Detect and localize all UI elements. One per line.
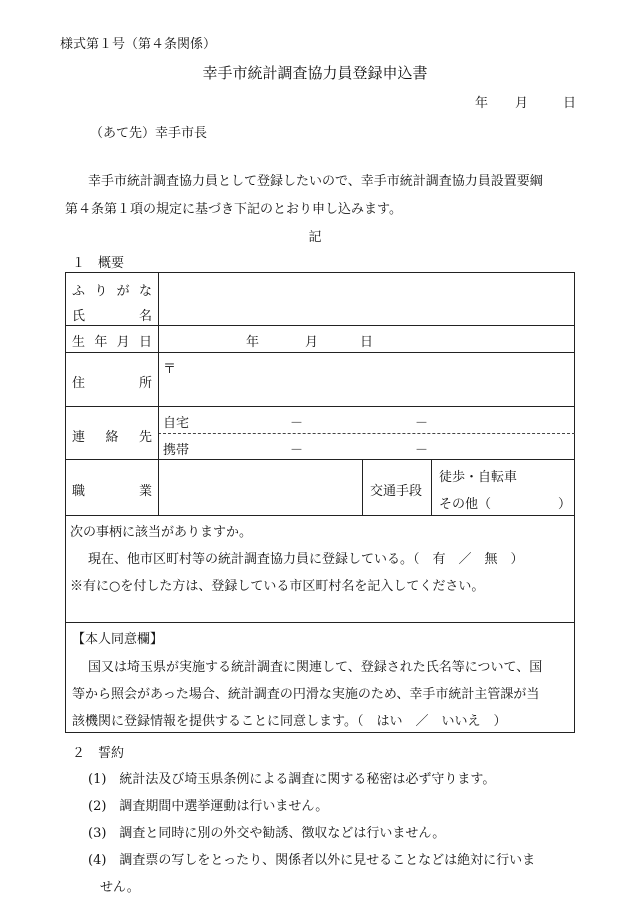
mobile-dash-1: － — [290, 443, 304, 458]
section-1-heading: １ 概要 — [72, 256, 125, 271]
consent-line-2: 等から照会があった場合、統計調査の円滑な実施のため、幸手市統計主管課が当 — [72, 687, 540, 702]
intro-line-1: 幸手市統計調査協力員として登録したいので、幸手市統計調査協力員設置要綱 — [88, 174, 543, 189]
row-divider — [65, 352, 575, 353]
row-divider — [65, 406, 575, 407]
question-note: ※有に○を付した方は、登録している市区町村名を記入してください。 — [70, 579, 485, 594]
pledge-item: (3) 調査と同時に別の外交や勧誘、徴収などは行いません。 — [88, 826, 446, 841]
home-dash-1: － — [290, 416, 304, 431]
pledge-item: (4) 調査票の写しをとったり、関係者以外に見せることなどは絶対に行いま — [88, 853, 536, 868]
transport-divider — [362, 459, 363, 515]
address-label: 住 所 — [72, 376, 152, 391]
pledge-item: (2) 調査期間中選挙運動は行いません。 — [88, 799, 329, 814]
form-title: 幸手市統計調査協力員登録申込書 — [202, 64, 428, 82]
row-divider — [65, 459, 575, 460]
transport-divider — [431, 459, 432, 515]
transport-option-close: ） — [558, 497, 572, 512]
mobile-dash-2: － — [415, 443, 429, 458]
home-label: 自宅 — [163, 416, 190, 431]
addressee: （あて先）幸手市長 — [90, 126, 208, 141]
transport-label: 交通手段 — [370, 484, 423, 499]
consent-heading: 【本人同意欄】 — [72, 632, 164, 647]
question-line: 現在、他市区町村等の統計調査協力員に登録している。（ 有 ／ 無 ） — [88, 552, 524, 567]
pledge-item-continued: せん。 — [100, 880, 140, 895]
consent-line-3: 該機関に登録情報を提供することに同意します。（ はい ／ いいえ ） — [72, 714, 507, 729]
furigana-label: ふ り が な — [72, 284, 152, 299]
form-number: 様式第１号（第４条関係） — [60, 37, 217, 52]
name-label: 氏 名 — [72, 309, 152, 324]
date-month: 月 — [515, 96, 529, 111]
date-day: 日 — [563, 96, 577, 111]
occupation-label: 職 業 — [72, 484, 152, 499]
contact-divider — [158, 433, 575, 434]
ki-heading: 記 — [308, 230, 322, 245]
consent-line-1: 国又は埼玉県が実施する統計調査に関連して、登録された氏名等について、国 — [88, 660, 543, 675]
contact-label: 連 絡 先 — [72, 430, 152, 445]
pledge-item: (1) 統計法及び埼玉県条例による調査に関する秘密は必ず守ります。 — [88, 772, 496, 787]
birth-label: 生 年 月 日 — [72, 335, 152, 350]
section-2-heading: ２ 誓約 — [72, 746, 125, 761]
row-divider — [65, 515, 575, 516]
mobile-label: 携帯 — [163, 443, 190, 458]
home-dash-2: － — [415, 416, 429, 431]
birth-year: 年 — [246, 335, 260, 350]
transport-option-walk: 徒歩・自転車 — [439, 470, 518, 485]
row-divider — [65, 325, 575, 326]
transport-option-other: その他（ — [439, 497, 492, 512]
question-text: 次の事柄に該当がありますか。 — [70, 525, 253, 540]
postal-mark: 〒 — [163, 362, 177, 377]
date-year: 年 — [475, 96, 489, 111]
birth-month: 月 — [305, 335, 319, 350]
intro-line-2: 第４条第１項の規定に基づき下記のとおり申し込みます。 — [65, 202, 402, 217]
label-column-divider — [158, 272, 159, 515]
birth-day: 日 — [360, 335, 374, 350]
row-divider — [65, 622, 575, 623]
